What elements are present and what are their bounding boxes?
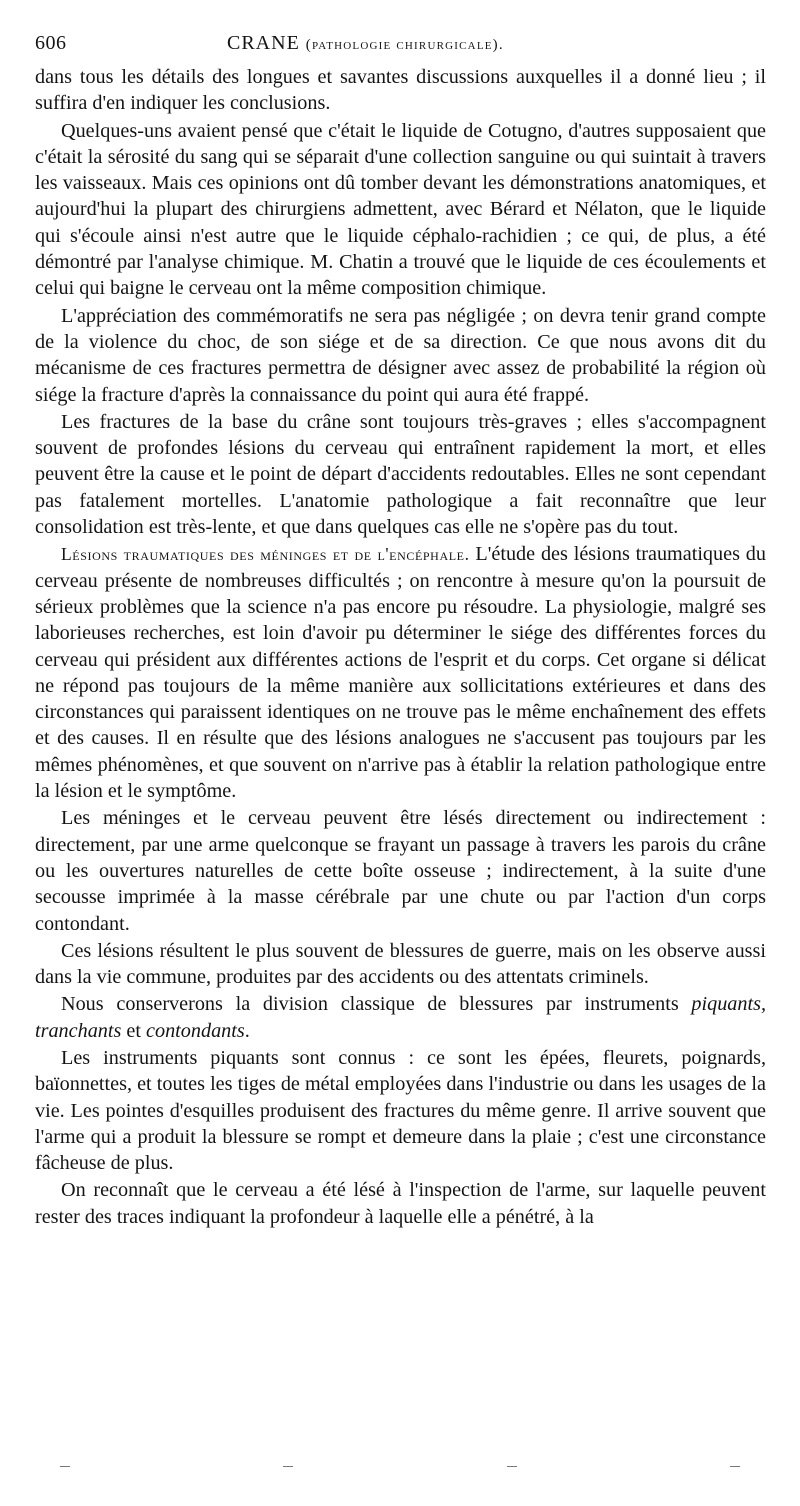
paragraph-text: Les fractures de la base du crâne sont toujours très-graves ; elles s'accompagnent souvent de profondes lésions du cerveau qui entraînent rapidement la mort, et elles peuvent être la cause et le point de départ d'accidents redoutables. Elles ne sont cependant pas fatalement mortelles. L'anatomie pathologique a fait reconnaître que leur consolidation est très-lente, et que dans quelques cas elle ne s'opère pas du tout. xyxy=(35,410,766,539)
paragraph xyxy=(35,805,766,936)
scan-mark xyxy=(283,1466,293,1467)
paragraph-text: et xyxy=(121,1019,147,1042)
scan-mark xyxy=(507,1466,517,1467)
paragraph-text: L'étude des lésions traumatiques du cerveau présente de nombreuses difficultés ; on rencontre à mesure qu'on la poursuit de sérieux problèmes que la science n'a pas encore pu résoudre. La physiologie, malgré ses laborieuses recherches, est loin d'avoir pu déterminer le siége des différentes forces du cerveau qui président aux différentes actions de l'esprit et du corps. Cet organe si délicat ne répond pas toujours de la même manière aux sollicitations extérieures et dans des circonstances qui paraissent identiques on ne trouve pas le même enchaînement des effets et des causes. Il en résulte que des lésions analogues ne s'accusent pas toujours par les mêmes phénomènes, et que souvent on n'arrive pas à établir la relation pathologique entre la lésion et le symptôme. xyxy=(35,543,766,803)
scan-mark xyxy=(60,1466,70,1467)
paragraph-text: Nous conserverons la division classique de blessures par instruments xyxy=(61,993,692,1016)
paragraph xyxy=(35,409,766,540)
paragraph xyxy=(35,64,766,117)
paragraph xyxy=(35,541,766,804)
paragraph-text: Les instruments piquants sont connus : ce sont les épées, fleurets, poignards, baïonnettes, et toutes les tiges de métal employées dans l'industrie ou dans les usages de la vie. Les pointes d'esquilles produisent des fractures du même genre. Il arrive souvent que l'arme qui a produit la blessure se rompt et demeure dans la plaie ; c'est une circonstance fâcheuse de plus. xyxy=(35,1046,766,1175)
body-text xyxy=(35,64,766,1230)
paragraph-text: L'appréciation des commémoratifs ne sera pas négligée ; on devra tenir grand compte de la violence du choc, de son siége et de sa direction. Ce que nous avons dit du mécanisme de ces fractures permettra de désigner avec assez de probabilité la région où siége la fracture d'après la connaissance du point qui aura été frappé. xyxy=(35,304,766,406)
paragraph-text: . xyxy=(244,1019,250,1042)
paragraph xyxy=(35,991,766,1044)
paragraph-text: dans tous les détails des longues et savantes discussions auxquelles il a donné lieu ; il suffira d'en indiquer les conclusions. xyxy=(35,66,766,115)
paragraph xyxy=(35,1045,766,1176)
paragraph xyxy=(35,1177,766,1230)
paragraph-text: Quelques-uns avaient pensé que c'était le liquide de Cotugno, d'autres supposaient que c'était la sérosité du sang qui se séparait d'une collection sanguine ou qui suintait à travers les vaisseaux. Mais ces opinions ont dû tomber devant les démonstrations anatomiques, et aujourd'hui la plupart des chirurgiens admettent, avec Bérard et Nélaton, que le liquide qui s'écoule ainsi n'est autre que le liquide céphalo-rachidien ; ce qui, de plus, a été démontré par l'analyse chimique. M. Chatin a trouvé que le liquide de ces écoulements et celui qui baigne le cerveau ont la même composition chimique. xyxy=(35,119,766,300)
paragraph-text: Ces lésions résultent le plus souvent de blessures de guerre, mais on les observe aussi dans la vie commune, produites par des accidents ou des attentats criminels. xyxy=(35,939,766,989)
running-head xyxy=(227,32,504,55)
running-head-main: CRANE xyxy=(227,32,300,54)
paragraph xyxy=(35,303,766,408)
page-header xyxy=(35,28,766,64)
italic-term: contondants xyxy=(146,1019,245,1042)
italic-term: piquants, tranchants xyxy=(35,993,766,1042)
footer-scan-marks xyxy=(60,1466,740,1470)
paragraph-text: Les méninges et le cerveau peuvent être lésés directement ou indirectement : directement, par une arme quelconque se frayant un passage à travers les parois du crâne ou les ouvertures naturelles de cette boîte osseuse ; indirectement, à la suite d'une secousse imprimée à la masse cérébrale par une chute ou par l'action d'un corps contondant. xyxy=(35,807,766,935)
paragraph xyxy=(35,118,766,302)
paragraph-text: On reconnaît que le cerveau a été lésé à l'inspection de l'arme, sur laquelle peuvent rester des traces indiquant la profondeur à laquelle elle a pénétré, à la xyxy=(35,1179,766,1228)
section-lead-heading: Lésions traumatiques des méninges et de l'encéphale. xyxy=(61,544,470,565)
scan-mark xyxy=(730,1466,740,1467)
running-head-sub: (pathologie chirurgicale). xyxy=(305,37,504,53)
paragraph xyxy=(35,938,766,991)
page-number: 606 xyxy=(35,32,67,54)
